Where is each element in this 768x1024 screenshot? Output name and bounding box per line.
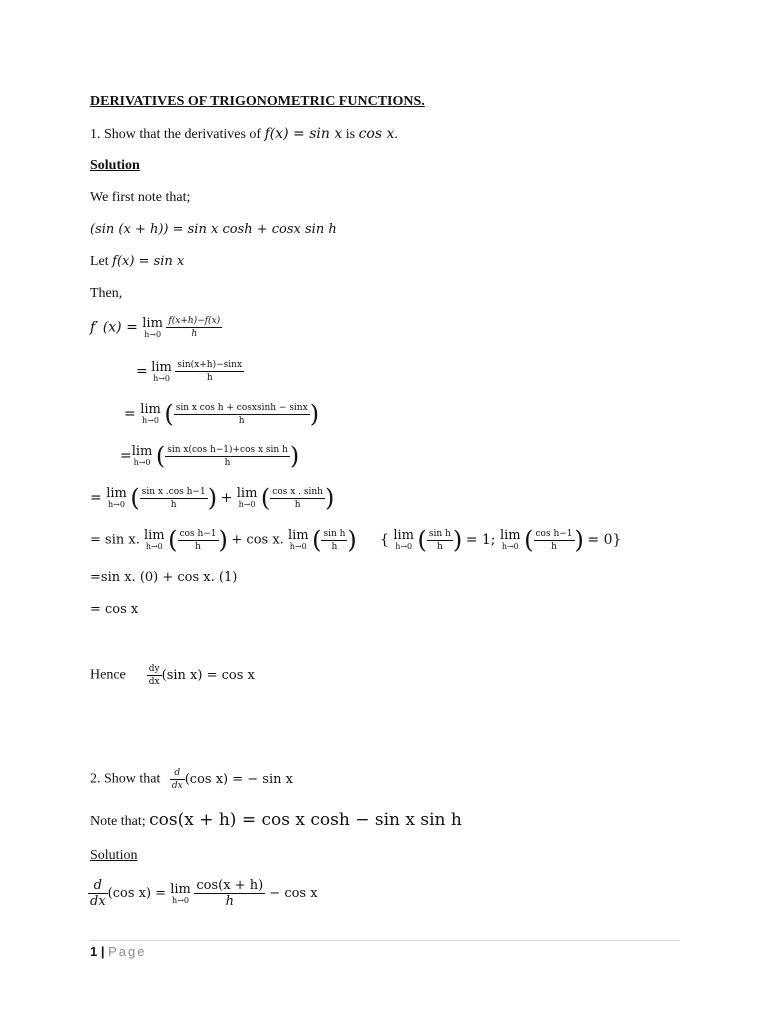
page-title: DERIVATIVES OF TRIGONOMETRIC FUNCTIONS. bbox=[90, 94, 425, 109]
q2-prefix: 2. Show that bbox=[90, 771, 164, 787]
close-paren: ) bbox=[347, 526, 357, 554]
derivation-step-5 bbox=[90, 484, 334, 512]
derivation-step-9 bbox=[88, 878, 318, 909]
close-paren: ) bbox=[452, 526, 463, 554]
page-footer bbox=[90, 944, 146, 959]
step1-lhs: f′ (x) = bbox=[90, 319, 143, 336]
step5-lhs: = bbox=[90, 490, 107, 506]
limit: lim h→0 bbox=[170, 881, 191, 905]
limit: lim h→0 bbox=[499, 528, 521, 551]
let-line bbox=[90, 254, 184, 270]
fraction: $\frac{\text{sin x .cos h−1}}{h}$ bbox=[141, 486, 206, 510]
d-dx-fraction: $\frac{d}{dx}$ bbox=[171, 768, 183, 791]
footer-separator: | bbox=[97, 944, 109, 959]
open-paren: ( bbox=[155, 442, 166, 470]
first-note: We first note that; bbox=[90, 190, 191, 205]
let-expression: f(x) = sin x bbox=[112, 254, 185, 269]
derivation-step-6 bbox=[90, 526, 357, 554]
limit: lim h→0 bbox=[140, 402, 161, 425]
step2-lhs: = bbox=[136, 363, 148, 380]
close-paren: ) bbox=[289, 442, 300, 470]
open-paren: ( bbox=[130, 484, 140, 512]
solution-heading-1: Solution bbox=[90, 158, 140, 173]
open-paren: ( bbox=[524, 526, 534, 554]
open-paren: ( bbox=[417, 526, 427, 554]
question-1 bbox=[90, 126, 398, 143]
then-line: Then, bbox=[90, 286, 123, 301]
solution-heading-2: Solution bbox=[90, 848, 138, 863]
limit: lim h→0 bbox=[142, 315, 163, 339]
derivation-step-7: =sin x. (0) + cos x. (1) bbox=[90, 570, 238, 585]
page-word: Page bbox=[108, 944, 147, 959]
fraction: $\frac{\text{sin x(cos h−1)+cos x sin h}}{h}$ bbox=[167, 444, 288, 468]
question-2 bbox=[90, 768, 293, 791]
q2-result: (cos x) = − sin x bbox=[184, 772, 293, 787]
step6-lhs: = sin x. bbox=[90, 532, 144, 548]
fraction: $\frac{\text{sin h}}{h}$ bbox=[323, 528, 346, 552]
open-paren: ( bbox=[260, 484, 271, 512]
q1-end: . bbox=[394, 127, 398, 142]
hence-result: (sin x) = cos x bbox=[161, 668, 255, 683]
step3-lhs: = bbox=[124, 406, 141, 422]
step4-lhs: = bbox=[120, 448, 132, 464]
close-paren: ) bbox=[218, 526, 228, 554]
open-paren: ( bbox=[312, 526, 322, 554]
limit: lim h→0 bbox=[151, 359, 172, 383]
fraction: $\frac{\text{cos x . sinh}}{h}$ bbox=[272, 486, 323, 510]
derivation-step-3 bbox=[124, 400, 319, 428]
note-open-brace: { bbox=[380, 532, 394, 548]
limit: lim h→0 bbox=[236, 486, 258, 509]
page-number: 1 bbox=[90, 944, 98, 959]
step9-mid: (cos x) = bbox=[107, 886, 171, 901]
limit: lim h→0 bbox=[393, 528, 415, 551]
close-paren: ) bbox=[309, 400, 320, 428]
note-eq1: = 1; bbox=[465, 532, 500, 548]
footer-divider bbox=[90, 940, 680, 941]
plus-sign: + bbox=[220, 490, 237, 506]
fraction: $\frac{f(x+h)-f(x)}{h}$ bbox=[168, 316, 221, 339]
limit: lim h→0 bbox=[131, 444, 153, 467]
dy-dx-fraction: $\frac{dy}{dx}$ bbox=[148, 664, 160, 687]
let-label: Let bbox=[90, 254, 113, 269]
limit: lim h→0 bbox=[287, 528, 309, 551]
note-that-label: Note that; bbox=[90, 814, 150, 829]
open-paren: ( bbox=[168, 526, 178, 554]
step6-mid: + cos x. bbox=[231, 532, 288, 548]
q1-is: is bbox=[342, 127, 359, 142]
fraction: $\frac{\text{sin h}}{h}$ bbox=[428, 528, 451, 552]
q1-cos: cos x bbox=[358, 126, 395, 142]
limit: lim h→0 bbox=[106, 486, 127, 509]
fraction: $\frac{\sin(x+h)-\sin x}{h}$ bbox=[177, 360, 243, 383]
note-that-line bbox=[90, 810, 462, 830]
hence-label: Hence bbox=[90, 667, 126, 683]
note-eq2: = 0} bbox=[587, 532, 622, 548]
fraction: $\frac{\cos(x + h)}{h}$ bbox=[196, 878, 264, 909]
close-paren: ) bbox=[574, 526, 584, 554]
open-paren: ( bbox=[164, 400, 174, 428]
derivation-step-4 bbox=[120, 442, 299, 470]
step9-tail: − cos x bbox=[265, 886, 318, 901]
close-paren: ) bbox=[207, 484, 218, 512]
derivation-step-1 bbox=[90, 316, 222, 339]
cos-identity: cos(x + h) = cos x cosh − sin x sin h bbox=[149, 810, 462, 830]
fraction: $\frac{\text{cos h−1}}{h}$ bbox=[179, 528, 217, 552]
q1-function: f(x) = sin x bbox=[264, 126, 343, 142]
limit: lim h→0 bbox=[143, 528, 165, 551]
derivation-step-8: = cos x bbox=[90, 602, 139, 617]
close-paren: ) bbox=[324, 484, 335, 512]
fraction: $\frac{\text{sin x cos h + cosxsinh − sinx}}{h}$ bbox=[175, 402, 308, 426]
fraction: $\frac{\text{cos h−1}}{h}$ bbox=[535, 528, 573, 552]
derivation-step-2 bbox=[136, 360, 244, 383]
q1-prefix: 1. Show that the derivatives of bbox=[90, 127, 265, 142]
hence-line bbox=[90, 664, 255, 687]
sin-identity: (sin (x + h)) = sin x cosh + cosx sin h bbox=[90, 222, 337, 237]
d-dx-fraction: $\frac{d}{dx}$ bbox=[90, 878, 106, 909]
standard-limits-note bbox=[380, 526, 621, 554]
